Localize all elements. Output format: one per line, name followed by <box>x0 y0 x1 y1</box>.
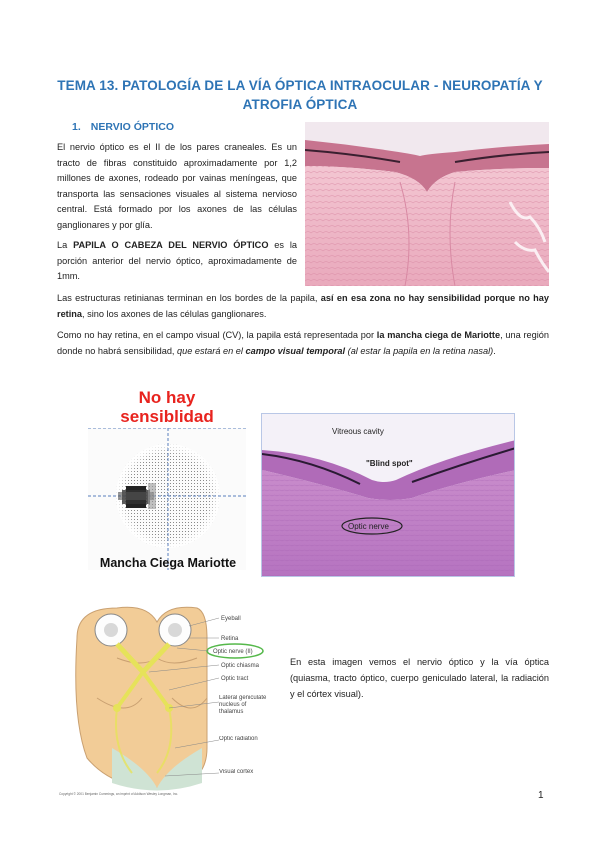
label-eyeball: Eyeball <box>221 616 241 622</box>
label-lgn-wrap <box>219 695 269 729</box>
page-number: 1 <box>538 790 544 801</box>
label-optic-radiation: Optic radiation <box>219 736 258 742</box>
label-blind-spot: "Blind spot" <box>366 459 413 468</box>
paragraph-mancha-ciega: Como no hay retina, en el campo visual (CV), la papila está representada por la mancha ciega de Mariotte, una región donde no habrá sensibilidad, que estará en el campo visual temporal (al estar la papila en la retina nasal). <box>57 330 550 356</box>
label-optic-nerve: Optic nerve <box>348 522 389 531</box>
visual-field-caption: Mancha Ciega Mariotte <box>99 556 237 570</box>
optic-disc-histology-image <box>305 122 549 286</box>
label-retina: Retina <box>221 636 239 642</box>
visual-field-chart <box>88 428 246 570</box>
paragraph-nervio-optico: El nervio óptico es el II de los pares craneales. Es un tracto de fibras constituido aproximadamente por 1,2 millones de axones, rodeado por vainas meníngeas, que transporta las sensaciones visuales al sistema nervioso central. Está formado por los axones de las células ganglionares y por glía. <box>57 142 297 230</box>
label-optic-chiasma: Optic chiasma <box>221 663 260 669</box>
label-lateral-geniculate: Lateral geniculate nucleus of thalamus <box>219 695 267 715</box>
label-vitreous-cavity: Vitreous cavity <box>332 427 384 436</box>
label-optic-nerve-ii: Optic nerve (II) <box>213 649 253 655</box>
paragraph-estructuras: Las estructuras retinianas terminan en los bordes de la papila, así en esa zona no hay sensibilidad porque no hay retina, sino los axones de las células ganglionares. <box>57 293 549 319</box>
figure-copyright: Copyright © 2001 Benjamin Cummings, an imprint of Addison Wesley Longman, Inc. <box>59 792 179 796</box>
visual-field-title: No hay sensiblidad <box>120 388 214 426</box>
paragraph-papila: La PAPILA O CABEZA DEL NERVIO ÓPTICO es la porción anterior del nervio óptico, aproximadamente de 1mm. <box>57 240 297 282</box>
label-visual-cortex: Visual cortex <box>219 769 254 775</box>
page-title: TEMA 13. PATOLOGÍA DE LA VÍA ÓPTICA INTRAOCULAR - NEUROPATÍA Y ATROFIA ÓPTICA <box>57 78 543 112</box>
label-optic-tract: Optic tract <box>221 676 249 682</box>
section-number: 1. <box>72 121 81 133</box>
brain-figure-note: En esta imagen vemos el nervio óptico y la vía óptica (quiasma, tracto óptico, cuerpo geniculado lateral, la radiación y el córtex visual). <box>290 657 549 699</box>
visual-pathway-diagram <box>57 598 269 798</box>
blind-spot-histology-image <box>261 413 515 577</box>
section-heading <box>72 121 174 133</box>
section-label: NERVIO ÓPTICO <box>90 121 175 133</box>
